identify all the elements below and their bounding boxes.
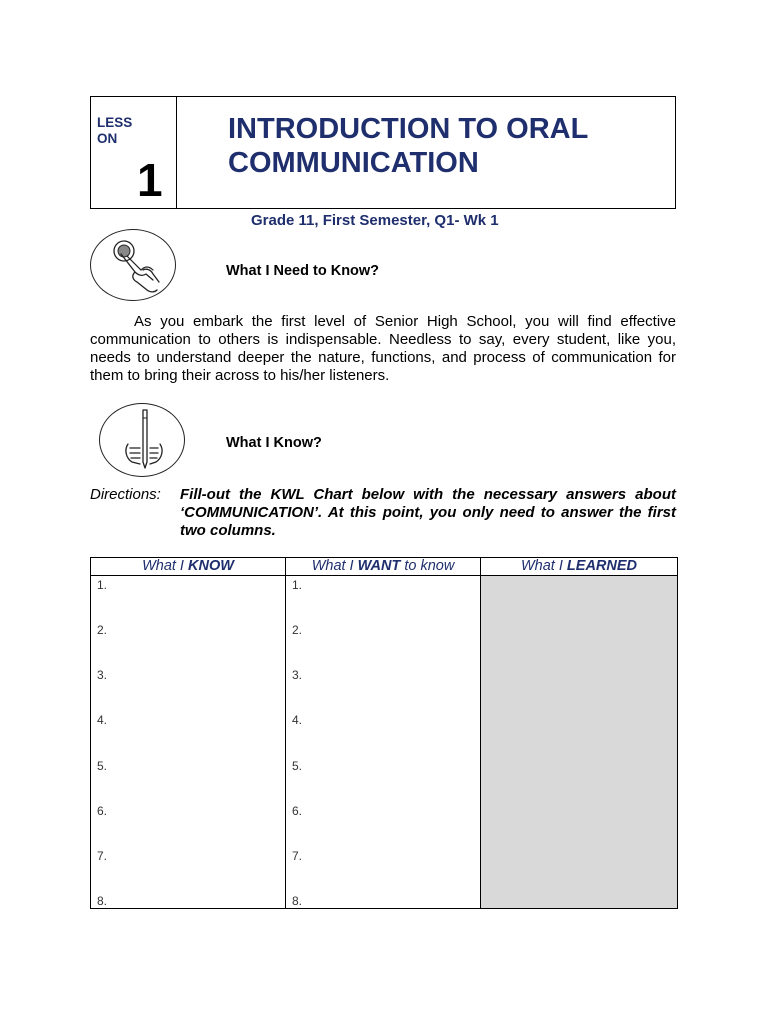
kwl-row-number: 2. (292, 623, 303, 637)
kwl-row-number: 4. (292, 713, 303, 727)
kwl-row-number: 5. (97, 759, 108, 773)
kwl-column-learned (481, 558, 677, 908)
kwl-row-number: 7. (292, 849, 303, 863)
directions-text: Fill-out the KWL Chart below with the necessary answers about ‘COMMUNICATION’. At this point, you only need to answer the first two columns. (180, 486, 676, 539)
kwl-row-number: 4. (97, 713, 108, 727)
kwl-column-want (286, 558, 481, 908)
kwl-row-number: 8. (97, 894, 108, 908)
directions-label: Directions: (90, 486, 161, 503)
lesson-header-box (90, 96, 676, 209)
intro-paragraph (90, 313, 676, 385)
grade-line: Grade 11, First Semester, Q1- Wk 1 (251, 212, 499, 229)
kwl-row-number: 3. (292, 668, 303, 682)
kwl-row-number: 5. (292, 759, 303, 773)
kwl-row-number: 1. (97, 578, 108, 592)
lesson-number-cell (91, 97, 177, 208)
pointing-finger-icon (90, 229, 176, 301)
kwl-chart (90, 557, 678, 909)
kwl-row-number: 3. (97, 668, 108, 682)
kwl-row-number: 6. (292, 804, 303, 818)
section-heading-need-to-know: What I Need to Know? (226, 263, 380, 279)
kwl-row-number: 6. (97, 804, 108, 818)
hands-pencil-icon (99, 403, 185, 477)
lesson-label: LESSON (97, 115, 133, 146)
kwl-column-know (91, 558, 286, 908)
intro-paragraph-text: As you embark the first level of Senior High School, you will find effective communication to others is indispensable. Needless to say, every student, like you, needs to understand deeper the nature, functions, and process of communication for them to bring their across to his/her listeners. (90, 313, 676, 384)
kwl-learned-shaded-area (481, 576, 677, 908)
kwl-header-want: What I WANT to know (286, 558, 480, 576)
kwl-header-know: What I KNOW (91, 558, 285, 576)
section-heading-what-i-know: What I Know? (226, 435, 322, 451)
kwl-row-number: 1. (292, 578, 303, 592)
kwl-row-number: 7. (97, 849, 108, 863)
kwl-header-learned: What I LEARNED (481, 558, 677, 576)
kwl-row-number: 2. (97, 623, 108, 637)
kwl-row-number: 8. (292, 894, 303, 908)
lesson-number: 1 (137, 154, 163, 206)
lesson-title: INTRODUCTION TO ORAL COMMUNICATION (228, 113, 588, 179)
